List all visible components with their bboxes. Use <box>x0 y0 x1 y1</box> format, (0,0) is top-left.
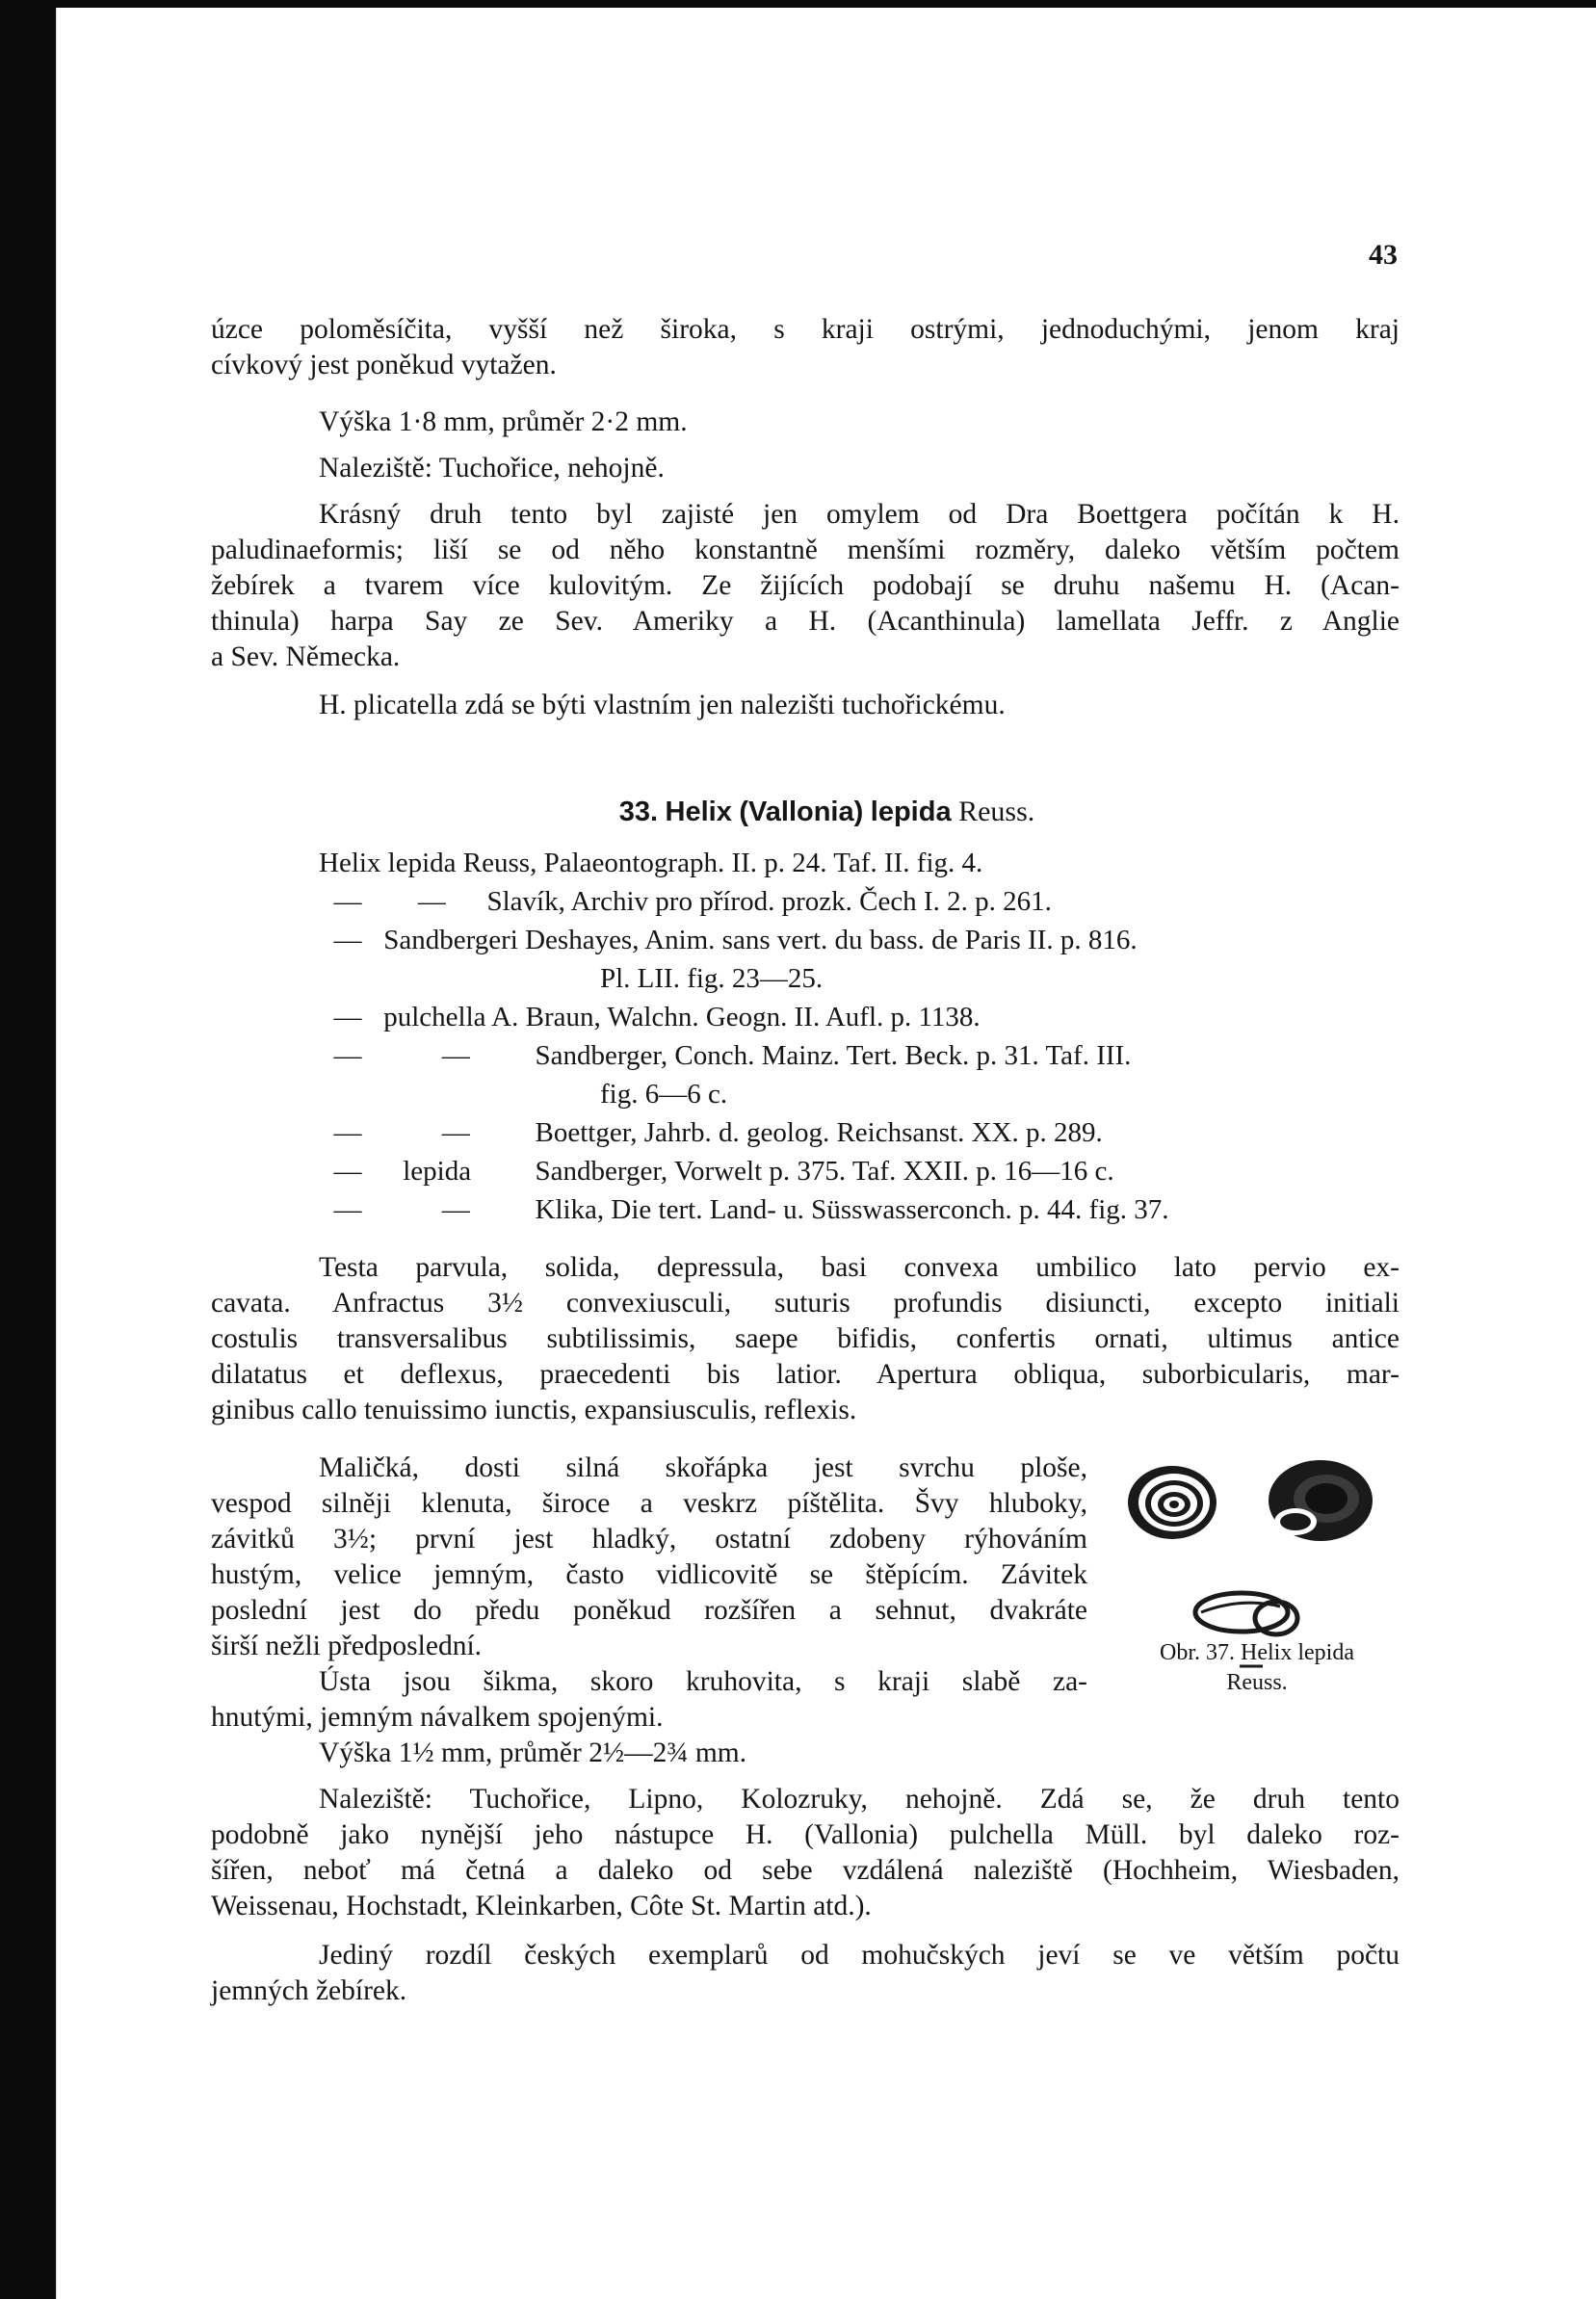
species-author: Reuss. <box>958 796 1035 827</box>
text-line: Ústa jsou šikma, skoro kruhovita, s kraji slabě za- <box>319 1666 1087 1697</box>
text-line: Maličká, dosti silná skořápka jest svrchu ploše, <box>319 1452 1087 1483</box>
text-line: Weissenau, Hochstadt, Kleinkarben, Côte St. Martin atd.). <box>211 1891 872 1921</box>
page-number: 43 <box>1369 239 1398 271</box>
intro-locality: Naleziště: Tuchořice, nehojně. <box>319 453 665 483</box>
text-line: hustým, velice jemným, často vidlicovitě se štěpícím. Závitek <box>211 1559 1087 1590</box>
text-line: jemných žebírek. <box>211 1975 407 2006</box>
text-line: vespod silněji klenuta, široce a veskrz píštělita. Švy hluboky, <box>211 1488 1087 1519</box>
text-line: paludinaeformis; liší se od něho konstantně menšími rozměry, daleko větším počtem <box>211 535 1400 565</box>
text-line: dilatatus et deflexus, praecedenti bis latior. Apertura obliqua, suborbicularis, mar- <box>211 1359 1400 1390</box>
text-line: hnutými, jemným návalkem spojenými. <box>211 1702 664 1733</box>
text-line: Testa parvula, solida, depressula, basi convexa umbilico lato pervio ex- <box>319 1252 1400 1283</box>
species-genus: Helix <box>665 797 732 827</box>
synonymy-line: — — Klika, Die tert. Land- u. Süsswasserconch. p. 44. fig. 37. <box>333 1194 1169 1225</box>
czech-final <box>211 1938 1400 2009</box>
text-line: ginibus callo tenuissimo iunctis, expansiusculis, reflexis. <box>211 1395 857 1425</box>
text-line: a Sev. Německa. <box>211 641 401 672</box>
intro-remark-2: H. plicatella zdá se býti vlastním jen nalezišti tuchořickému. <box>319 690 1006 720</box>
text-line: Naleziště: Tuchořice, Lipno, Kolozruky, nehojně. Zdá se, že druh tento <box>319 1784 1400 1815</box>
czech-size: Výška 1½ mm, průměr 2½—2¾ mm. <box>319 1737 747 1768</box>
text-line: šířen, neboť má četná a daleko od sebe vzdálená naleziště (Hochheim, Wiesbaden, <box>211 1855 1400 1886</box>
scan-left-margin <box>0 0 56 2299</box>
text-line: žebírek a tvarem více kulovitým. Ze žijících podobají se druhu našemu H. (Acan- <box>211 570 1400 601</box>
synonymy-line: — Sandbergeri Deshayes, Anim. sans vert. du bass. de Paris II. p. 816. <box>333 925 1138 955</box>
intro-size: Výška 1·8 mm, průměr 2·2 mm. <box>319 406 688 437</box>
shell-apical-view <box>1128 1466 1217 1539</box>
text-line: Jediný rozdíl českých exemplarů od mohučských jeví se ve větším počtu <box>319 1940 1400 1971</box>
synonymy-line: Pl. LII. fig. 23—25. <box>600 963 824 994</box>
text-line: úzce poloměsíčita, vyšší než široka, s kraji ostrými, jednoduchými, jenom kraj <box>211 314 1400 345</box>
text-line: poslední jest do předu poněkud rozšířen a sehnut, dvakráte <box>211 1595 1087 1626</box>
synonymy-line: — lepida Sandberger, Vorwelt p. 375. Taf. XXII. p. 16—16 c. <box>333 1156 1114 1187</box>
text-line: podobně jako nynější jeho nástupce H. (Vallonia) pulchella Müll. byl daleko roz- <box>211 1819 1400 1850</box>
czech-description <box>211 1450 1087 1736</box>
intro-paragraph <box>211 312 1400 383</box>
text-line: thinula) harpa Say ze Sev. Ameriky a H. (Acanthinula) lamellata Jeffr. z Anglie <box>211 606 1400 637</box>
latin-diagnosis <box>211 1250 1400 1428</box>
synonymy-line: fig. 6—6 c. <box>600 1079 728 1110</box>
synonymy-line: — — Slavík, Archiv pro přírod. prozk. Čech I. 2. p. 261. <box>333 886 1052 917</box>
czech-locality <box>211 1782 1400 1924</box>
synonymy-line: — pulchella A. Braun, Walchn. Geogn. II. Aufl. p. 1138. <box>333 1002 981 1032</box>
species-name: lepida <box>870 797 952 827</box>
synonymy-line: — — Boettger, Jahrb. d. geolog. Reichsanst. XX. p. 289. <box>333 1117 1103 1148</box>
species-heading <box>57 796 1596 828</box>
species-subgenus: (Vallonia) <box>739 797 864 827</box>
synonymy-line: Helix lepida Reuss, Palaeontograph. II. p. 24. Taf. II. fig. 4. <box>319 848 983 878</box>
species-number: 33. <box>618 797 659 827</box>
text-line: závitků 3½; první jest hladký, ostatní zdobeny rýhováním <box>211 1524 1087 1554</box>
text-line: cívkový jest poněkud vytažen. <box>211 350 557 380</box>
text-line: Krásný druh tento byl zajisté jen omylem od Dra Boettgera počítán k H. <box>319 499 1400 530</box>
figure-caption: Obr. 37. Helix lepida Reuss. <box>1160 1640 1354 1695</box>
book-page <box>56 8 1596 2299</box>
text-line: cavata. Anfractus 3½ convexiusculi, suturis profundis disiuncti, excepto initiali <box>211 1288 1400 1319</box>
shell-umbilical-view <box>1269 1460 1373 1541</box>
text-line: costulis transversalibus subtilissimis, saepe bifidis, confertis ornati, ultimus antice <box>211 1323 1400 1354</box>
synonymy-line: — — Sandberger, Conch. Mainz. Tert. Beck. p. 31. Taf. III. <box>333 1040 1132 1071</box>
intro-remark <box>211 497 1400 675</box>
text-line: širší nežli předposlední. <box>211 1631 483 1661</box>
shell-side-view <box>1195 1593 1297 1634</box>
